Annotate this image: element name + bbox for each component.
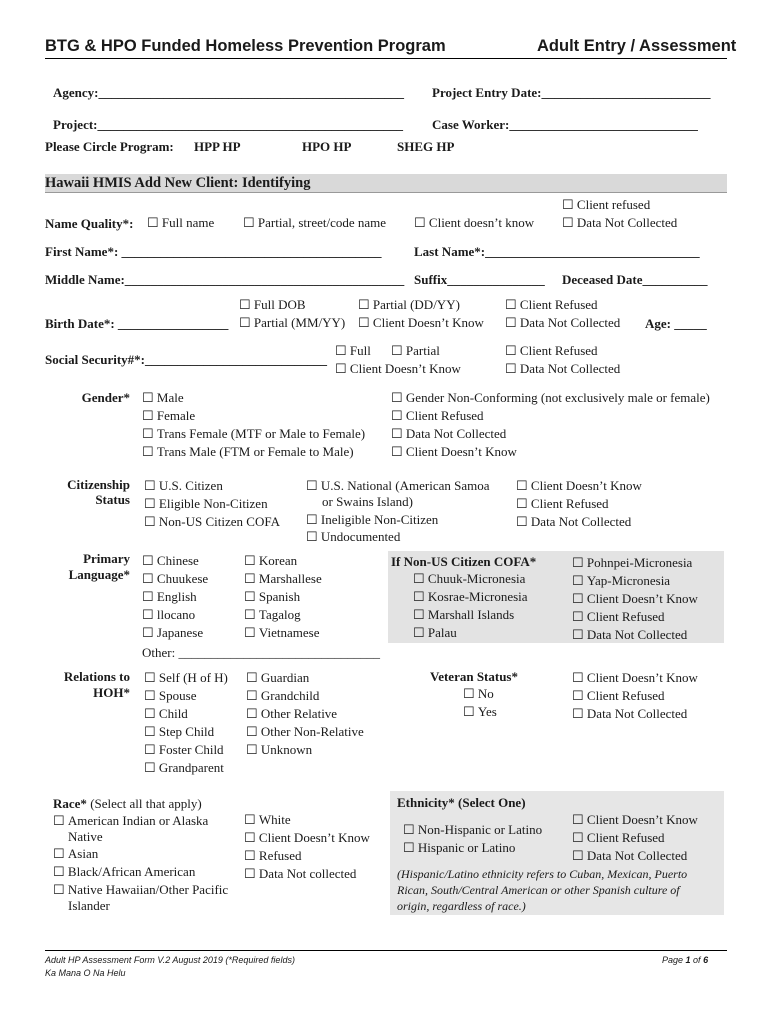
- citizenship-us-national[interactable]: ☐ U.S. National (American Samoa: [306, 478, 490, 494]
- form-title: BTG & HPO Funded Homeless Prevention Program: [45, 37, 446, 55]
- language-label-2: Language*: [68, 567, 130, 582]
- name-quality-partial[interactable]: ☐ Partial, street/code name: [243, 215, 386, 231]
- birth-date-field[interactable]: Birth Date*: _________________: [45, 316, 229, 331]
- name-quality-refused[interactable]: ☐ Client refused: [562, 197, 650, 213]
- language-chuukese[interactable]: ☐ Chuukese: [142, 571, 208, 587]
- form-subtitle: Adult Entry / Assessment: [537, 37, 737, 55]
- age-field[interactable]: Age: _____: [645, 316, 707, 331]
- page-prefix: Page: [662, 955, 686, 965]
- relation-step-child[interactable]: ☐ Step Child: [144, 724, 214, 740]
- citizenship-client-refused[interactable]: ☐ Client Refused: [516, 496, 609, 512]
- gender-client-refused[interactable]: ☐ Client Refused: [391, 408, 484, 424]
- relation-other-non-relative[interactable]: ☐ Other Non-Relative: [246, 724, 364, 740]
- footer-org: Ka Mana O Na Helu: [45, 968, 126, 978]
- citizenship-ineligible[interactable]: ☐ Ineligible Non-Citizen: [306, 512, 438, 528]
- race-client-doesnt-know[interactable]: ☐ Client Doesn’t Know: [244, 830, 370, 846]
- cofa-palau[interactable]: ☐ Palau: [413, 625, 457, 641]
- page-current: 1: [685, 955, 691, 965]
- gender-trans-male[interactable]: ☐ Trans Male (FTM or Female to Male): [142, 444, 354, 460]
- language-english[interactable]: ☐ English: [142, 589, 197, 605]
- veteran-client-doesnt-know[interactable]: ☐ Client Doesn’t Know: [572, 670, 698, 686]
- birth-partial-mmyy[interactable]: ☐ Partial (MM/YY): [239, 315, 345, 331]
- ethnicity-note-line-1: (Hispanic/Latino ethnicity refers to Cuban, Mexican, Puerto: [397, 867, 688, 881]
- last-name-field[interactable]: Last Name*:_________________________________: [414, 244, 700, 259]
- race-not-collected[interactable]: ☐ Data Not collected: [244, 866, 356, 882]
- language-chinese[interactable]: ☐ Chinese: [142, 553, 199, 569]
- agency-field[interactable]: Agency:_______________________________________________: [53, 85, 404, 100]
- relation-unknown[interactable]: ☐ Unknown: [246, 742, 312, 758]
- citizenship-eligible-non-citizen[interactable]: ☐ Eligible Non-Citizen: [144, 496, 268, 512]
- name-quality-full[interactable]: ☐ Full name: [147, 215, 214, 231]
- race-asian[interactable]: ☐ Asian: [53, 846, 98, 862]
- ssn-partial[interactable]: ☐ Partial: [391, 343, 440, 359]
- cofa-client-refused[interactable]: ☐ Client Refused: [572, 609, 665, 625]
- footer-rule: [45, 950, 727, 951]
- citizenship-client-doesnt-know[interactable]: ☐ Client Doesn’t Know: [516, 478, 642, 494]
- program-hpp[interactable]: HPP HP: [194, 139, 241, 154]
- language-tagalog[interactable]: ☐ Tagalog: [244, 607, 301, 623]
- language-other-field[interactable]: Other: _______________________________: [142, 645, 380, 660]
- gender-female[interactable]: ☐ Female: [142, 408, 195, 424]
- gender-not-collected[interactable]: ☐ Data Not Collected: [391, 426, 506, 442]
- ethnicity-note-line-2: Rican, South/Central American or other Spanish culture of: [397, 883, 680, 897]
- circle-program-label: Please Circle Program:: [45, 139, 174, 154]
- birth-partial-ddyy[interactable]: ☐ Partial (DD/YY): [358, 297, 460, 313]
- language-japanese[interactable]: ☐ Japanese: [142, 625, 203, 641]
- race-american-indian[interactable]: ☐ American Indian or Alaska: [53, 813, 208, 829]
- cofa-yap[interactable]: ☐ Yap-Micronesia: [572, 573, 670, 589]
- section-title: Hawaii HMIS Add New Client: Identifying: [45, 175, 311, 191]
- page-total: 6: [703, 955, 709, 965]
- language-label: Primary: [83, 551, 130, 566]
- ssn-client-refused[interactable]: ☐ Client Refused: [505, 343, 598, 359]
- race-heading: [53, 796, 202, 812]
- ethnicity-not-collected[interactable]: ☐ Data Not Collected: [572, 848, 687, 864]
- ssn-full[interactable]: ☐ Full: [335, 343, 371, 359]
- relation-self[interactable]: ☐ Self (H of H): [144, 670, 228, 686]
- name-quality-doesnt-know[interactable]: ☐ Client doesn’t know: [414, 215, 534, 231]
- birth-not-collected[interactable]: ☐ Data Not Collected: [505, 315, 620, 331]
- gender-trans-female[interactable]: ☐ Trans Female (MTF or Male to Female): [142, 426, 365, 442]
- footer-form-version: Adult HP Assessment Form V.2 August 2019 (*Required fields): [45, 955, 295, 965]
- race-black[interactable]: ☐ Black/African American: [53, 864, 195, 880]
- race-refused[interactable]: ☐ Refused: [244, 848, 302, 864]
- citizenship-label: Citizenship: [67, 477, 130, 492]
- language-korean[interactable]: ☐ Korean: [244, 553, 297, 569]
- veteran-not-collected[interactable]: ☐ Data Not Collected: [572, 706, 687, 722]
- relation-foster-child[interactable]: ☐ Foster Child: [144, 742, 224, 758]
- race-native-hawaiian[interactable]: ☐ Native Hawaiian/Other Pacific: [53, 882, 228, 898]
- header-rule: [45, 58, 727, 59]
- cofa-client-doesnt-know[interactable]: ☐ Client Doesn’t Know: [572, 591, 698, 607]
- relations-label-2: HOH*: [93, 685, 130, 700]
- gender-non-conforming[interactable]: ☐ Gender Non-Conforming (not exclusively male or female): [391, 390, 710, 406]
- ssn-not-collected[interactable]: ☐ Data Not Collected: [505, 361, 620, 377]
- cofa-not-collected[interactable]: ☐ Data Not Collected: [572, 627, 687, 643]
- project-field[interactable]: Project:_______________________________________________: [53, 117, 404, 132]
- suffix-field[interactable]: Suffix_______________: [414, 272, 545, 287]
- program-hpo[interactable]: HPO HP: [302, 139, 352, 154]
- first-name-field[interactable]: First Name*: ________________________________________: [45, 244, 382, 259]
- name-quality-not-collected[interactable]: ☐ Data Not Collected: [562, 215, 677, 231]
- relation-child[interactable]: ☐ Child: [144, 706, 188, 722]
- case-worker-field[interactable]: Case Worker:_____________________________: [432, 117, 698, 132]
- section-rule: [45, 192, 727, 193]
- name-quality-label: Name Quality*:: [45, 216, 134, 231]
- race-white[interactable]: ☐ White: [244, 812, 291, 828]
- cofa-marshall[interactable]: ☐ Marshall Islands: [413, 607, 514, 623]
- birth-full-dob[interactable]: ☐ Full DOB: [239, 297, 306, 313]
- relation-other-relative[interactable]: ☐ Other Relative: [246, 706, 337, 722]
- language-vietnamese[interactable]: ☐ Vietnamese: [244, 625, 320, 641]
- veteran-label: Veteran Status*: [430, 669, 518, 684]
- page-of: of: [690, 955, 704, 965]
- page-number: [662, 955, 708, 965]
- cofa-chuuk[interactable]: ☐ Chuuk-Micronesia: [413, 571, 525, 587]
- citizenship-us-national-cont: or Swains Island): [322, 494, 413, 509]
- ethnicity-client-refused[interactable]: ☐ Client Refused: [572, 830, 665, 846]
- ethnicity-label: Ethnicity* (Select One): [397, 795, 526, 810]
- relation-spouse[interactable]: ☐ Spouse: [144, 688, 196, 704]
- ethnicity-hispanic[interactable]: ☐ Hispanic or Latino: [403, 840, 515, 856]
- gender-male[interactable]: ☐ Male: [142, 390, 184, 406]
- veteran-no[interactable]: ☐ No: [463, 686, 494, 702]
- race-note: (Select all that apply): [86, 796, 202, 811]
- program-sheg[interactable]: SHEG HP: [397, 139, 455, 154]
- race-native-hawaiian-cont: Islander: [68, 898, 110, 913]
- race-american-indian-cont: Native: [68, 829, 103, 844]
- relation-grandchild[interactable]: ☐ Grandchild: [246, 688, 319, 704]
- gender-label: Gender*: [81, 390, 130, 405]
- citizenship-cofa[interactable]: ☐ Non-US Citizen COFA: [144, 514, 280, 530]
- cofa-title: If Non-US Citizen COFA*: [391, 554, 537, 569]
- middle-name-field[interactable]: Middle Name:___________________________________________: [45, 272, 405, 287]
- race-label: Race*: [53, 796, 87, 811]
- relations-label: Relations to: [63, 669, 130, 684]
- citizenship-undocumented[interactable]: ☐ Undocumented: [306, 529, 400, 545]
- ssn-field[interactable]: Social Security#*:____________________________: [45, 352, 328, 367]
- relation-grandparent[interactable]: ☐ Grandparent: [144, 760, 224, 776]
- cofa-kosrae[interactable]: ☐ Kosrae-Micronesia: [413, 589, 528, 605]
- relation-guardian[interactable]: ☐ Guardian: [246, 670, 309, 686]
- veteran-yes[interactable]: ☐ Yes: [463, 704, 497, 720]
- project-entry-date-field[interactable]: Project Entry Date:__________________________: [432, 85, 711, 100]
- language-spanish[interactable]: ☐ Spanish: [244, 589, 300, 605]
- citizenship-not-collected[interactable]: ☐ Data Not Collected: [516, 514, 631, 530]
- cofa-pohnpei[interactable]: ☐ Pohnpei-Micronesia: [572, 555, 692, 571]
- veteran-client-refused[interactable]: ☐ Client Refused: [572, 688, 665, 704]
- birth-client-doesnt-know[interactable]: ☐ Client Doesn’t Know: [358, 315, 484, 331]
- citizenship-label-2: Status: [95, 492, 130, 507]
- ethnicity-note-line-3: origin, regardless of race.): [397, 899, 526, 913]
- birth-client-refused[interactable]: ☐ Client Refused: [505, 297, 598, 313]
- deceased-date-field[interactable]: Deceased Date__________: [562, 272, 708, 287]
- language-ilocano[interactable]: ☐ llocano: [142, 607, 195, 623]
- ethnicity-non-hispanic[interactable]: ☐ Non-Hispanic or Latino: [403, 822, 542, 838]
- ssn-client-doesnt-know[interactable]: ☐ Client Doesn’t Know: [335, 361, 461, 377]
- language-marshallese[interactable]: ☐ Marshallese: [244, 571, 322, 587]
- citizenship-us-citizen[interactable]: ☐ U.S. Citizen: [144, 478, 223, 494]
- gender-client-doesnt-know[interactable]: ☐ Client Doesn’t Know: [391, 444, 517, 460]
- ethnicity-client-doesnt-know[interactable]: ☐ Client Doesn’t Know: [572, 812, 698, 828]
